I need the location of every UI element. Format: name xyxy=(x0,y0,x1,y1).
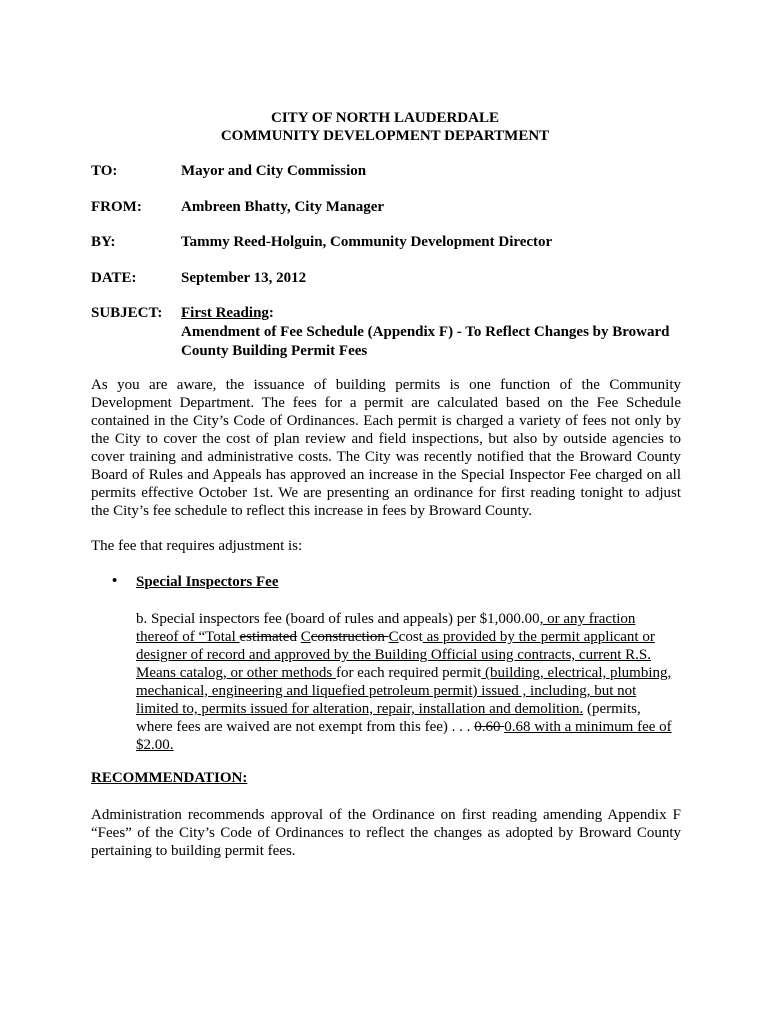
fee-amendment-text: b. Special inspectors fee (board of rules and appeals) per $1,000.00, or any fraction thereof of “Total estimated Cconstruction Ccost as provided by the permit applicant or designer of record and approved by the Building Official using contracts, current R.S. Means catalog, or other methods for each required permit (building, electrical, plumbing, mechanical, engineering and liquefied petroleum permit) issued , including, but not limited to, permits issued for alteration, repair, installation and demolition. (permits, where fees are waived are not exempt from this fee) . . . 0.60 0.68 with a minimum fee of $2.00. xyxy=(136,611,672,753)
bullet-title: Special Inspectors Fee xyxy=(136,574,279,590)
by-label: BY: xyxy=(91,234,116,250)
new-rate: 0.68 with a minimum fee of xyxy=(504,719,672,735)
subject-line-2: Amendment of Fee Schedule (Appendix F) - To Reflect Changes by Broward xyxy=(181,324,670,340)
date-value: September 13, 2012 xyxy=(181,270,307,286)
bullet-icon: • xyxy=(112,573,118,589)
body-paragraph-1: As you are aware, the issuance of building permits is one function of the Community Development Department. The fees for a permit are calculated based on the Fee Schedule contained in the City’s Code of Ordinances. Each permit is charged a variety of fees not only by the City to cover the cost of plan review and field inspections, but also by outside agencies to cover training and administrative costs. The City was recently notified that the Broward County Board of Rules and Appeals has approved an increase in the Special Inspector Fee charged on all permits effective October 1st. We are presenting an ordinance for first reading tonight to adjust the City’s fee schedule to reflect this increase in fees by Broward County. xyxy=(91,377,681,519)
adjustment-intro: The fee that requires adjustment is: xyxy=(91,538,303,554)
struck-old-rate: 0.60 xyxy=(474,719,505,735)
subject-line-3: County Building Permit Fees xyxy=(181,343,368,359)
header-city-name: CITY OF NORTH LAUDERDALE xyxy=(271,110,499,126)
to-label: TO: xyxy=(91,163,118,179)
date-label: DATE: xyxy=(91,270,137,286)
by-value: Tammy Reed-Holguin, Community Development Director xyxy=(181,234,553,250)
subject-text: First Reading: Amendment of Fee Schedule (Appendix F) - To Reflect Changes by Broward County Building Permit Fees xyxy=(181,305,670,359)
to-value: Mayor and City Commission xyxy=(181,163,367,179)
struck-word: estimated xyxy=(239,629,297,645)
subject-label: SUBJECT: xyxy=(91,305,163,321)
from-label: FROM: xyxy=(91,199,142,215)
header-department: COMMUNITY DEVELOPMENT DEPARTMENT xyxy=(220,128,550,144)
subject-title: First Reading xyxy=(181,305,269,321)
body-paragraph-2: Administration recommends approval of the Ordinance on first reading amending Appendix F “Fees” of the City’s Code of Ordinances to reflect the changes as adopted by Broward County pertaining to building permit fees. xyxy=(91,807,681,859)
from-value: Ambreen Bhatty, City Manager xyxy=(181,199,385,215)
recommendation-heading: RECOMMENDATION: xyxy=(91,770,248,786)
